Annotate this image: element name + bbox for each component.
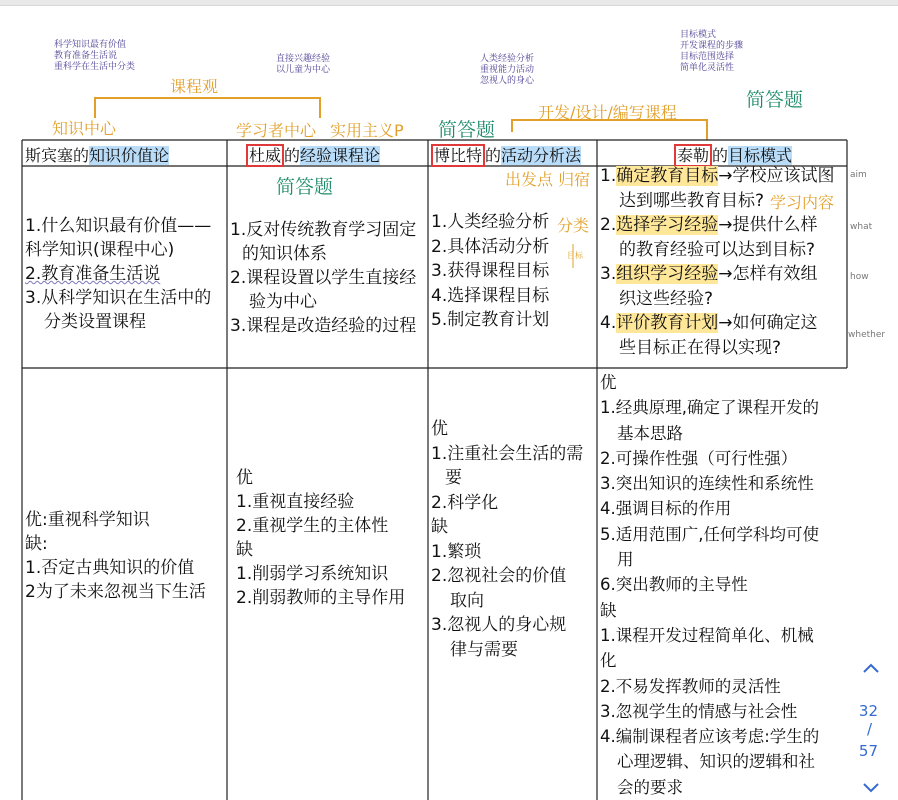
label-xuexizhe-zhongxin: 学习者中心 bbox=[236, 121, 317, 140]
header-bobbitt: 博比特 的活动分析法 bbox=[431, 143, 581, 166]
page-separator: / bbox=[866, 720, 872, 738]
label-zhishi-zhongxin: 知识中心 bbox=[52, 119, 117, 138]
handwritten-note-left: 科学知识最有价值 教育准备生活说 重科学在生活中分类 bbox=[54, 40, 136, 72]
cell-bobbitt-theory: 1.人类经验分析 2.具体活动分析 3.获得课程目标 4.选择课程目标 5.制定教育计划 bbox=[431, 212, 550, 330]
margin-whether: whether bbox=[848, 330, 886, 340]
page-current: 32 bbox=[858, 702, 878, 720]
label-kaifa-sheji: 开发/设计/编写课程 bbox=[538, 103, 677, 122]
cell-dewey-evaluation: 优 1.重视直接经验 2.重视学生的主体性 缺 1.削弱学习系统知识 2.削弱教师的主导作用 bbox=[236, 468, 406, 608]
cell-spencer-theory: 1.什么知识最有价值—— 科学知识(课程中心) 2.教育准备生活说 3.从科学知识在生活中的 分类设置课程 bbox=[25, 216, 212, 332]
label-kecheng-guan: 课程观 bbox=[170, 77, 219, 96]
handwritten-note-tyler: 目标模式 开发课程的步骤 目标范围选择 简单化灵活性 bbox=[680, 30, 744, 73]
label-chufadian: 出发点 归宿 bbox=[505, 170, 591, 189]
page-total: 57 bbox=[858, 742, 878, 760]
label-jianda-mid: 简答题 bbox=[276, 176, 334, 198]
header-spencer: 斯宾塞的知识价值论 bbox=[25, 146, 170, 165]
header-tyler: 泰勒 的目标模式 bbox=[674, 143, 792, 166]
chevron-up-icon bbox=[862, 662, 880, 674]
margin-what: what bbox=[850, 222, 873, 232]
chevron-down-icon bbox=[862, 782, 880, 794]
handwritten-note-bobbitt: 人类经验分析 重视能力活动 忽视人的身心 bbox=[480, 54, 535, 86]
margin-how: how bbox=[850, 272, 869, 282]
label-jianda-top-left: 简答题 bbox=[438, 119, 496, 141]
page-down-button[interactable] bbox=[862, 780, 880, 798]
cell-spencer-evaluation: 优:重视科学知识 缺: 1.否定古典知识的价值 2为了未来忽视当下生活 bbox=[25, 510, 206, 602]
cell-dewey-theory: 1.反对传统教育学习固定 的知识体系 2.课程设置以学生直接经 验为中心 3.课程是改造经验的过程 bbox=[230, 220, 417, 336]
label-xuexi-neirong: 学习内容 bbox=[770, 193, 835, 212]
margin-aim: aim bbox=[850, 170, 867, 180]
cell-tyler-theory: 1.确定教育目标→学校应该试图 达到哪些教育目标? 2.选择学习经验→提供什么样 的教育经验可以达到目标? 3.组织学习经验→怎样有效组 织这些经验? 4.评价教育计划→如何确定这 些目标正在得以实现? bbox=[600, 166, 835, 358]
label-shiyong-zhuyi: 实用主义P bbox=[330, 121, 404, 140]
header-dewey: 杜威 的经验课程论 bbox=[246, 143, 380, 166]
cell-tyler-evaluation: 优 1.经典原理,确定了课程开发的 基本思路 2.可操作性强（可行性强） 3.突出知识的连续性和系统性 4.强调目标的作用 5.适用范围广,任何学科均可使 用 6.突出教师的主导性 缺 1.课程开发过程简单化、机械 化 2.不易发挥教师的灵活性 3.忽视学生的情感与社会性 4.编制课程者应该考虑:学生的 心理逻辑、知识的逻辑和社 会的要求 bbox=[600, 373, 820, 797]
svg-text:目标: 目标 bbox=[567, 251, 583, 260]
handwritten-note-dewey: 直接兴趣经验 以儿童为中心 bbox=[276, 54, 331, 75]
page-up-button[interactable] bbox=[862, 660, 880, 678]
label-fenlei: 分类 bbox=[557, 216, 590, 235]
cell-bobbitt-evaluation: 优 1.注重社会生活的需 要 2.科学化 缺 1.繁琐 2.忽视社会的价值 取向 3.忽视人的身心规 律与需要 bbox=[431, 419, 584, 660]
label-jianda-top-right: 简答题 bbox=[746, 89, 804, 111]
